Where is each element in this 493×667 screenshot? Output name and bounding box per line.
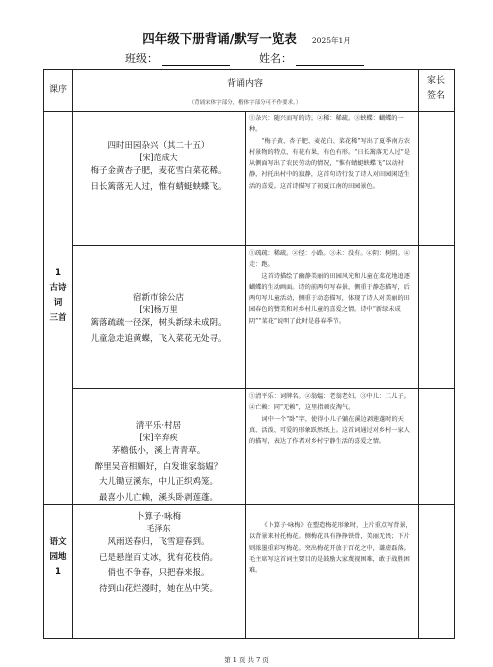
- parent-signature-cell[interactable]: [418, 504, 454, 638]
- poem-line: 儿童急走追黄蝶，飞入菜花无处寻。: [90, 333, 227, 344]
- parent-signature-cell[interactable]: [418, 388, 454, 504]
- poem-line: 大儿锄豆溪东，中儿正织鸡笼。: [98, 477, 218, 487]
- class-label: 班级：: [125, 52, 158, 65]
- title-row: [0, 28, 493, 47]
- student-fields: [0, 50, 493, 66]
- name-label: 姓名：: [259, 52, 292, 65]
- lesson-header: 课序: [48, 85, 67, 95]
- row-divider: [72, 388, 454, 389]
- content-header: [72, 70, 418, 111]
- poem-notes: ①清平乐：词牌名。②翁媪：老翁老妇。③中儿：二儿子。④亡赖：同“无赖”，这里指顽皮淘气。 词中一个“卧”字，使得小儿子躺在溪边剥莲蓬时的天真、活泼、可爱的形象跃然纸上。这首词通过对乡村一家人的描写，表达了作者对乡村宁静生活的喜爱之情。: [249, 393, 410, 446]
- date-label: 2025年1月: [311, 36, 351, 45]
- poem-line: 梅子金黄杏子肥，麦花雪白菜花稀。: [90, 166, 227, 176]
- poem-line: 已是悬崖百丈冰，犹有花枝俏。: [98, 552, 218, 563]
- class-field[interactable]: [162, 53, 230, 66]
- recitation-table: [43, 69, 455, 639]
- poem-text: [72, 511, 245, 597]
- poem-line: 待到山花烂漫时，她在丛中笑。: [98, 583, 218, 594]
- poem-line: 日长篱落无人过，惟有蜻蜓蛱蝶飞。: [90, 181, 227, 192]
- row-divider: [72, 245, 454, 246]
- poem-notes: ①疏疏：稀疏。②径：小路。③未：没有。④阴：树阴。④走：跑。 这首诗描绘了幽静美丽的田园风光和儿童在菜花地追逐蝴蝶的生动画面。诗的前两句写春景，侧重于静态描写，后两句写儿童活动，侧重于动态描写，体现了诗人对美丽的田园春色的赞美和对乡村儿童的喜爱之情。诗中“新绿未成阴”“菜花”说明了此时是暮春季节。: [249, 250, 410, 325]
- poem-notes: 《卜算子·咏梅》在塑造梅花形象时，上片重点写背景，以背景来衬托梅花。侧梅花具有挣挣铁骨，美丽无畏；下片则浓墨重彩写梅花。突出梅花开放于百花之中，谦虚磊落。毛主席写这首词主要目的是鼓励大家蔑视困难，敢于战胜困难。: [249, 522, 412, 575]
- poem-text: [72, 292, 245, 347]
- poem-line: 茅檐低小，溪上青青草。: [111, 446, 206, 456]
- poem-author: [宋]范成大: [139, 153, 178, 162]
- poem-line: 篱落疏疏一径深，树头新绿未成阴。: [90, 318, 227, 328]
- poem-line: 醉里吴音相媚好，白发谁家翁媪？: [94, 461, 223, 472]
- poem-author: 毛泽东: [146, 524, 171, 533]
- section-label-ancient-poems: 1 古诗 词 三首: [49, 268, 67, 323]
- poem-title: 宿新市徐公店: [132, 293, 184, 303]
- poem-title: 四时田园杂兴（其二十五）: [107, 141, 210, 151]
- poem-line: 风雨送春归，飞雪迎春到。: [107, 537, 210, 547]
- poem-author: [宋]辛弃疾: [139, 433, 178, 442]
- row-divider: [44, 111, 454, 112]
- parent-header: 家长 签名: [426, 76, 445, 101]
- parent-signature-cell[interactable]: [418, 245, 454, 388]
- poem-notes: ①杂兴：随兴而写的诗。②稀：稀疏。③蛱蝶：蝴蝶的一种。 “梅子黄、杏子肥、麦花白、菜花稀”写出了夏季南方农村景物的特点，有花有果，有色有形。“日长篱落无人过”是从侧面写出了农民劳动的情况，“惟有蜻蜓蛱蝶飞”以动衬静，衬托出村中的寂静，这首句诗行发了诗人对田园闲适生活的喜爱。这首诗描写了初夏江南的田园景色。: [249, 115, 411, 190]
- poem-line: 最喜小儿亡赖，溪头卧剥莲蓬。: [98, 492, 218, 503]
- poem-title: 卜算子·咏梅: [135, 512, 182, 522]
- page-footer: 第 1 页 共 7 页: [224, 656, 269, 664]
- name-field[interactable]: [296, 53, 364, 66]
- section-label-yuwen-garden: 语文 园地 1: [49, 537, 67, 577]
- poem-text: [72, 140, 245, 195]
- poem-line: 俏也不争春，只把春来报。: [107, 568, 210, 578]
- content-header-label: 背诵内容: [226, 79, 263, 89]
- parent-signature-cell[interactable]: [418, 111, 454, 245]
- poem-text: [72, 420, 245, 506]
- poem-title: 清平乐·村居: [135, 421, 182, 431]
- poem-author: [宋]杨万里: [139, 305, 178, 314]
- content-header-note: （背诵宋体字部分，楷体字部分可不作要求。）: [188, 100, 302, 106]
- page-title: 四年级下册背诵/默写一览表: [142, 31, 297, 46]
